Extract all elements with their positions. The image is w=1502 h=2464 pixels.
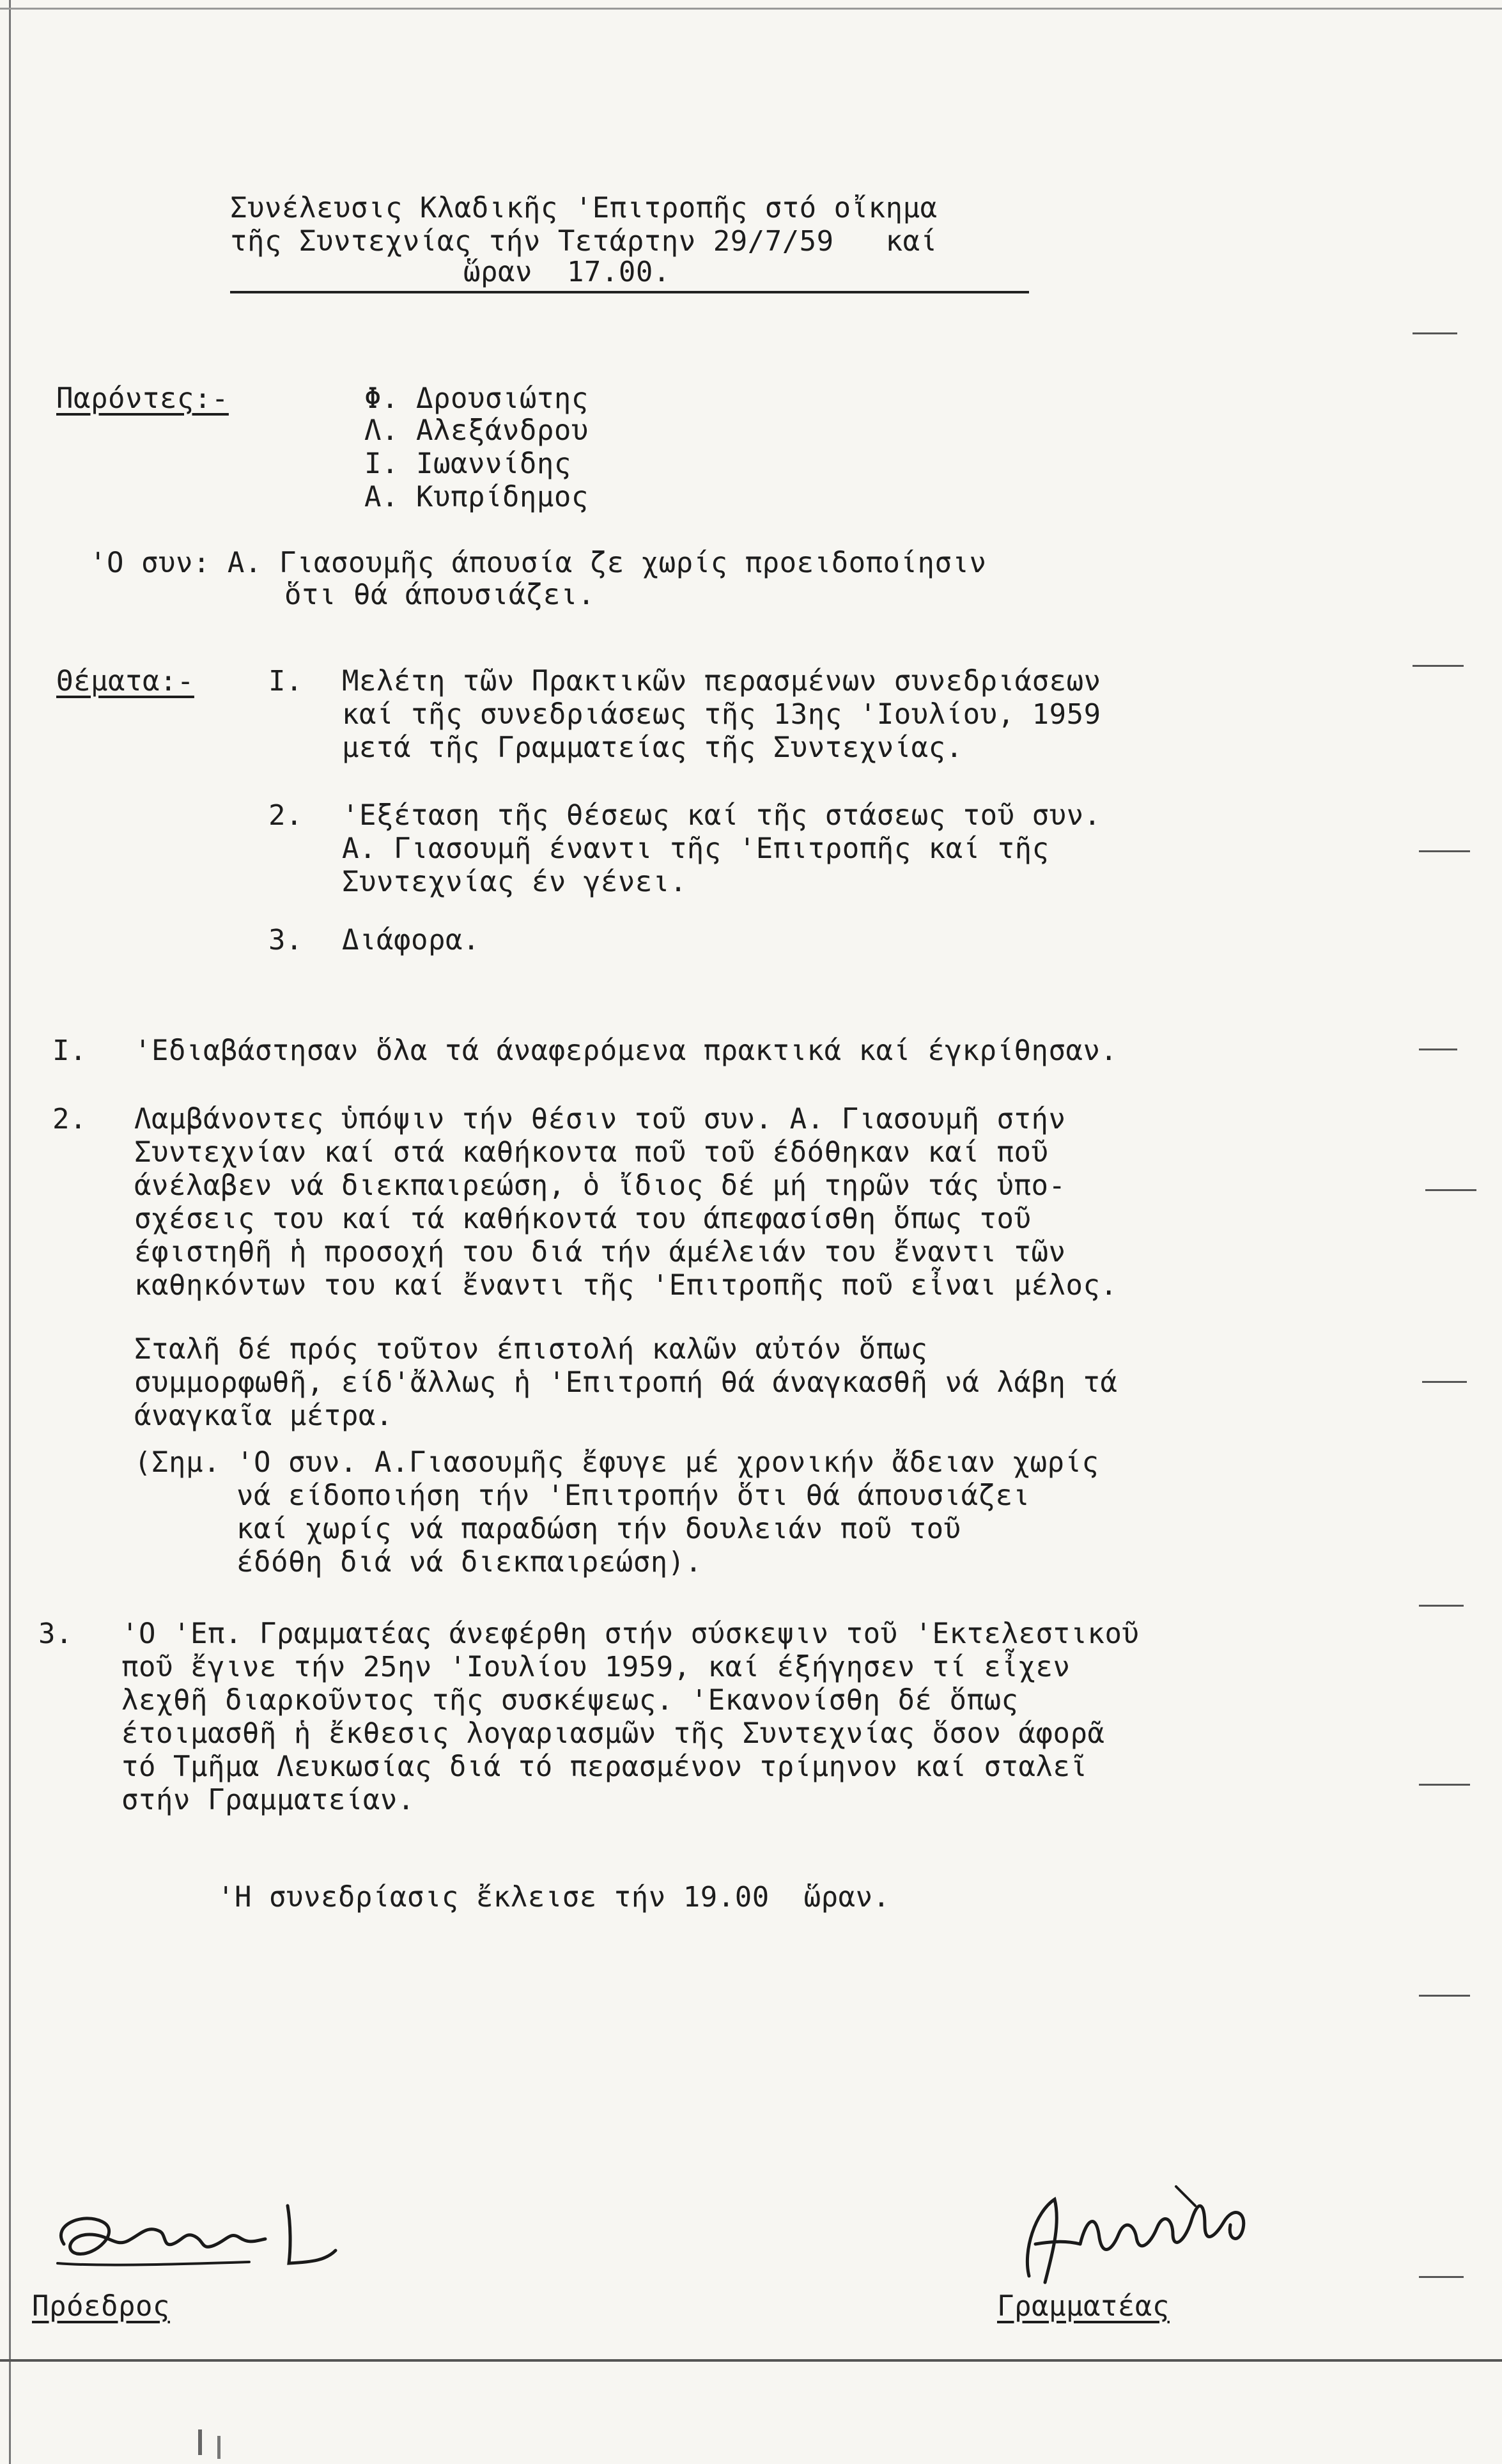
decision-1-num: I.	[52, 1034, 87, 1067]
decision-2-line-6: καθηκόντων του καί ἔναντι τῆς 'Επιτροπῆς ποῦ εἶναι μέλος.	[134, 1269, 1118, 1302]
topic-1-line-1: Μελέτη τῶν Πρακτικῶν περασμένων συνεδριάσεων	[342, 665, 1101, 698]
secretary-title: Γραμματέας	[997, 2290, 1170, 2323]
decision-2-note-line-4: έδόθη διά νά διεκπαιρεώση).	[236, 1546, 702, 1579]
scan-mark-bottom	[198, 2429, 202, 2455]
topic-2-line-1: 'Εξέταση τῆς θέσεως καί τῆς στάσεως τοῦ συν.	[342, 799, 1101, 832]
decision-3-line-1: 'Ο 'Επ. Γραμματέας άνεφέρθη στήν σύσκεψιν τοῦ 'Εκτελεστικοῦ	[121, 1618, 1140, 1650]
decision-1-line-1: 'Εδιαβάστησαν ὅλα τά άναφερόμενα πρακτικά καί έγκρίθησαν.	[134, 1034, 1118, 1067]
margin-dash	[1413, 332, 1457, 334]
decision-3-line-2: ποῦ ἔγινε τήν 25ην 'Ιουλίου 1959, καί έξήγησεν τί εἶχεν	[121, 1651, 1071, 1683]
decision-2-line-3: άνέλαβεν νά διεκπαιρεώση, ὁ ἴδιος δέ μή τηρῶν τάς ὑπο-	[134, 1169, 1066, 1202]
header-line-1: Συνέλευσις Κλαδικῆς 'Επιτροπῆς στό οἴκημα	[230, 192, 938, 224]
topic-2-line-2: Α. Γιασουμῆ έναντι τῆς 'Επιτροπῆς καί τῆς	[342, 832, 1049, 865]
decision-2-letter-line-3: άναγκαῖα μέτρα.	[134, 1400, 393, 1432]
decision-2-note-line-3: καί χωρίς νά παραδώση τήν δουλειάν ποῦ τοῦ	[236, 1513, 961, 1545]
topic-2-num: 2.	[268, 799, 303, 832]
decision-2-line-4: σχέσεις του καί τά καθήκοντά του άπεφασίσθη ὅπως τοῦ	[134, 1203, 1032, 1235]
decision-3-line-5: τό Τμῆμα Λευκωσίας διά τό περασμένον τρίμηνον καί σταλεῖ	[121, 1751, 1088, 1783]
topic-1-num: I.	[268, 665, 303, 698]
decision-3-line-3: λεχθῆ διαρκοῦντος τῆς συσκέψεως. 'Εκανονίσθη δέ ὅπως	[121, 1684, 1019, 1717]
topics-label: Θέματα:-	[56, 665, 194, 698]
margin-dash	[1413, 665, 1464, 667]
topic-3-line-1: Διάφορα.	[342, 924, 480, 956]
margin-dash	[1419, 1605, 1464, 1607]
president-title: Πρόεδρος	[32, 2290, 170, 2323]
decision-2-line-1: Λαμβάνοντες ὑπόψιν τήν θέσιν τοῦ συν. Α. Γιασουμῆ στήν	[134, 1103, 1066, 1135]
header-underline	[230, 291, 1029, 293]
present-name-1: Φ. Δρουσιώτης	[364, 382, 589, 415]
scan-mark-bottom	[217, 2436, 221, 2459]
margin-dash	[1419, 1049, 1457, 1050]
absence-line-1: 'Ο συν: Α. Γιασουμῆς άπουσία ζε χωρίς προειδοποίησιν	[89, 547, 987, 579]
decision-3-line-4: έτοιμασθῆ ἡ ἔκθεσις λογαριασμῶν τῆς Συντεχνίας ὅσον άφορᾶ	[121, 1717, 1105, 1750]
decision-2-note-prefix: (Σημ.	[134, 1446, 221, 1479]
decision-2-letter-line-1: Σταλῆ δέ πρός τοῦτον έπιστολή καλῶν αὐτόν ὅπως	[134, 1333, 928, 1366]
margin-dash	[1425, 1189, 1476, 1191]
decision-2-letter-line-2: συμμορφωθῆ, είδ'ἄλλως ἡ 'Επιτροπή θά άναγκασθῆ νά λάβη τά	[134, 1366, 1118, 1399]
present-name-4: Α. Κυπρίδημος	[364, 481, 589, 513]
decision-3-num: 3.	[38, 1618, 73, 1650]
decision-2-line-5: έφιστηθῆ ἡ προσοχή του διά τήν άμέλειάν του ἔναντι τῶν	[134, 1236, 1066, 1268]
scan-edge-top	[0, 8, 1502, 10]
topic-3-num: 3.	[268, 924, 303, 956]
header-line-2: τῆς Συντεχνίας τήν Τετάρτην 29/7/59 καί	[230, 225, 938, 258]
header-line-3: ὥραν 17.00.	[463, 256, 670, 288]
closing-line: 'Η συνεδρίασις ἔκλεισε τήν 19.00 ὥραν.	[217, 1881, 890, 1914]
president-signature	[45, 2187, 339, 2289]
scan-edge-left	[9, 0, 11, 2464]
topic-2-line-3: Συντεχνίας έν γένει.	[342, 866, 687, 898]
present-label: Παρόντες:-	[56, 382, 229, 415]
present-name-2: Λ. Αλεξάνδρου	[364, 414, 589, 447]
present-name-3: Ι. Ιωαννίδης	[364, 448, 571, 480]
scan-edge-bottom	[0, 2359, 1502, 2362]
margin-dash	[1419, 850, 1470, 852]
decision-2-note-line-1: 'Ο συν. Α.Γιασουμῆς ἔφυγε μέ χρονικήν ἄδειαν χωρίς	[236, 1446, 1099, 1479]
secretary-signature	[984, 2174, 1278, 2295]
decision-2-num: 2.	[52, 1103, 87, 1135]
margin-dash	[1419, 1784, 1470, 1786]
margin-dash	[1422, 1381, 1467, 1383]
margin-dash	[1419, 1995, 1470, 1997]
margin-dash	[1419, 2276, 1464, 2278]
topic-1-line-3: μετά τῆς Γραμματείας τῆς Συντεχνίας.	[342, 731, 963, 764]
decision-3-line-6: στήν Γραμματείαν.	[121, 1784, 415, 1816]
decision-2-note-line-2: νά είδοποιήση τήν 'Επιτροπήν ὅτι θά άπουσιάζει	[236, 1479, 1030, 1512]
absence-line-2: ὅτι θά άπουσιάζει.	[284, 579, 595, 611]
topic-1-line-2: καί τῆς συνεδριάσεως τῆς 13ης 'Ιουλίου, 1959	[342, 698, 1101, 731]
decision-2-line-2: Συντεχνίαν καί στά καθήκοντα ποῦ τοῦ έδόθηκαν καί ποῦ	[134, 1136, 1049, 1169]
